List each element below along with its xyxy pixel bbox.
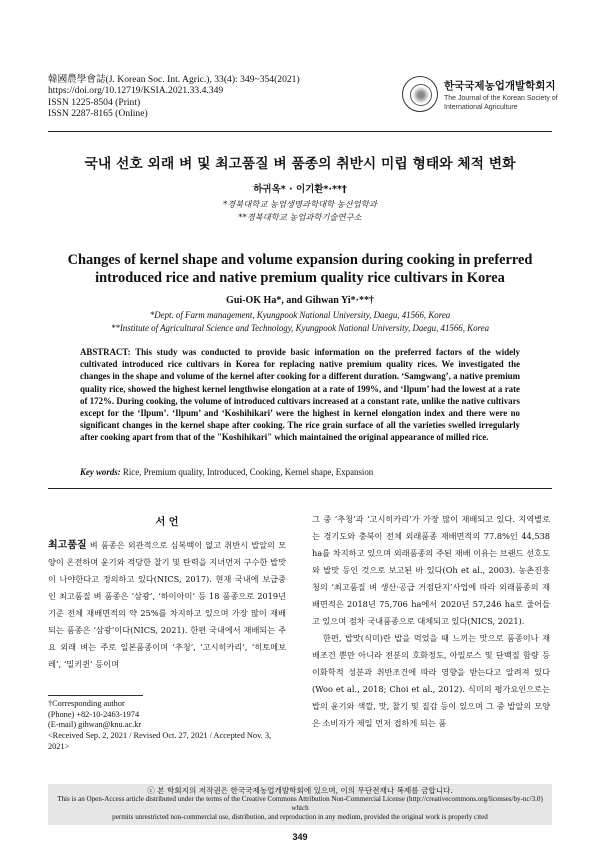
society-name-en: The Journal of the Korean Society of International Agriculture: [444, 95, 558, 111]
intro-paragraph-2: 한편, 밥맛(식미)란 밥을 먹었을 때 느끼는 맛으로 품종이나 재배조건 뿐만 아니라 전분의 호화정도, 아밀로스 및 단백질 함량 등 이화학적 성분과 취반조건에 따라 영향을 받는다고 알려져 있다(Woo et al., 2018; Choi et al., 2012). 식미의 평가요인으로는 밥의 윤기와 색깔, 맛, 찰기 및 질감 등이 있으며 그 중 밥알의 모양은 소비자가 제일 먼저 접하게 되는 품: [312, 633, 550, 728]
issn-print: ISSN 1225-8504 (Print): [48, 96, 141, 108]
footnote: [48, 699, 288, 753]
intro-paragraph-continued: 그 중 ‘추청’과 ‘고시히카리’가 가장 많이 재배되고 있다. 지역별로는 경기도와 충북이 전체 외래품종 재배면적의 77.8%인 44,538 ha를 차지하고 있으며 외래품종의 주된 재배 이유는 브랜드 선호도와 밥맛 등인 것으로 보고된 바 있다(Oh et al., 2003). 농촌진흥청의 ‘최고품질 벼 생산·공급 거점단지’사업에 따라 외래품종의 재배면적은 2018년 75,706 ha에서 2020년 57,246 ha로 줄어들고 있으며 점차 국내품종으로 대체되고 있다(NICS, 2021).: [312, 514, 550, 626]
license-text-1: This is an Open-Access article distributed under the terms of the Creative Commons Attribution Non-Commercial License (http://creativecommons.org/licenses/by-nc/3.0) which: [57, 795, 543, 812]
abstract-divider: [48, 488, 552, 489]
keywords-text: Rice, Premium quality, Introduced, Cooking, Kernel shape, Expansion: [122, 467, 374, 477]
title-english: [48, 252, 552, 287]
affiliation-en-1: *Dept. of Farm management, Kyungpook National University, Daegu, 41566, Korea: [149, 310, 451, 320]
section-title-introduction: 서 언: [155, 517, 179, 528]
left-column: [48, 537, 286, 673]
license-notice: [48, 784, 552, 825]
author-email[interactable]: (E-mail) gihwan@knu.ac.kr: [48, 720, 142, 730]
journal-header: [48, 74, 300, 120]
license-text-2: permits unrestricted non-commercial use, distribution, and reproduction in any medium, provided the original work is properly cited: [112, 813, 488, 821]
society-name-kr: 한국국제농업개발학회지: [444, 80, 556, 92]
copyright-notice: ⓒ 본 학회지의 저작권은 한국국제농업개발학회에 있으며, 이의 무단전재나 복제를 금합니다.: [147, 786, 453, 795]
author-phone: (Phone) +82-10-2463-1974: [48, 709, 140, 719]
issn-online: ISSN 2287-8165 (Online): [48, 108, 148, 120]
abstract-label: ABSTRACT:: [80, 347, 131, 357]
doi-link[interactable]: https://doi.org/10.12719/KSIA.2021.33.4.349: [48, 85, 224, 97]
page-number: 349: [292, 832, 308, 842]
affiliation-kr-2: **경북대학교 농업과학기술연구소: [238, 212, 362, 222]
abstract-text: This study was conducted to provide basic information on the preferred factors of the widely cultivated introduced rice cultivars in Korea for replacing native premium quality rices. We investigated the changes in the shape and volume of the kernel after cooking for a different duration. ‘Samgwang’, a native premium quality rice, showed the highest kernel lengthwise elongation at a rate of 199%, and ‘Ilpum’ had the lowest at a rate of 172%. During cooking, the volume of introduced cultivars increased at a constant rate, unlike the native cultivars except for the ‘Ilpum’. ‘Ilpum’ and ‘Koshihikari’ were the highest in kernel elongation index and there were no significant changes in the kernel shape after cooking. The rice grain surface of all the varieties swelled irregularly after cooking apart from that of the "Koshihikari" which maintained the original appearance of milled rice.: [80, 347, 520, 443]
abstract: [80, 346, 520, 444]
title-korean: 국내 선호 외래 벼 및 최고품질 벼 품종의 취반시 미립 형태와 체적 변화: [84, 156, 516, 172]
affiliation-en-2: **Institute of Agricultural Science and Technology, Kyungpook National University, Daegu, 41566, Korea: [110, 323, 490, 333]
intro-lead-word: 최고품질: [48, 540, 87, 551]
society-logo: [402, 76, 562, 122]
journal-citation: 韓國農學會誌(J. Korean Soc. Int. Agric.), 33(4): 349~354(2021): [48, 74, 300, 85]
intro-paragraph-1-text: 벼 품종은 외관적으로 심복백이 없고 취반시 밥알의 모양이 온전하며 윤기와 적당한 찰기 및 탄력을 지녀먼저 구수한 밥맛이 나야한다고 정의하고 있다(NICS, 2017). 현재 국내에 보급중인 최고품질 벼 품종은 ‘삼광’, ‘하이아미’ 등 18 품종으로 2019년 기준 전체 재배면적의 약 25%를 차지하고 있으며 가장 많이 재배되는 품종은 ‘삼광’이다(NICS, 2021). 한편 국내에서 재배되는 주요 외래 벼는 주로 일본품종이며 ‘추청’, ‘고시히카리’, ‘히토메보레’, ‘밀키퀸’ 등이며: [48, 540, 286, 669]
title-english-line-1: Changes of kernel shape and volume expansion during cooking in preferred: [67, 252, 533, 268]
title-english-line-2: introduced rice and native premium quality rice cultivars in Korea: [95, 269, 505, 286]
keywords-label: Key words:: [80, 467, 121, 477]
intro-paragraph-1: [48, 537, 286, 673]
authors-english: Gui-OK Ha*, and Gihwan Yi*·**†: [226, 295, 374, 306]
header-divider: [48, 131, 552, 132]
corresponding-author: †Corresponding author: [48, 699, 125, 708]
footnote-divider: [48, 695, 143, 696]
keywords: [80, 467, 520, 477]
manuscript-dates: <Received Sep. 2, 2021 / Revised Oct. 27, 2021 / Accepted Nov. 3, 2021>: [48, 731, 272, 751]
affiliation-kr-1: *경북대학교 농업생명과학대학 농산업학과: [223, 199, 377, 209]
right-column: [312, 511, 550, 732]
authors-korean: 하귀옥* · 이기환*·**†: [253, 184, 347, 195]
society-emblem-icon: [402, 76, 438, 112]
